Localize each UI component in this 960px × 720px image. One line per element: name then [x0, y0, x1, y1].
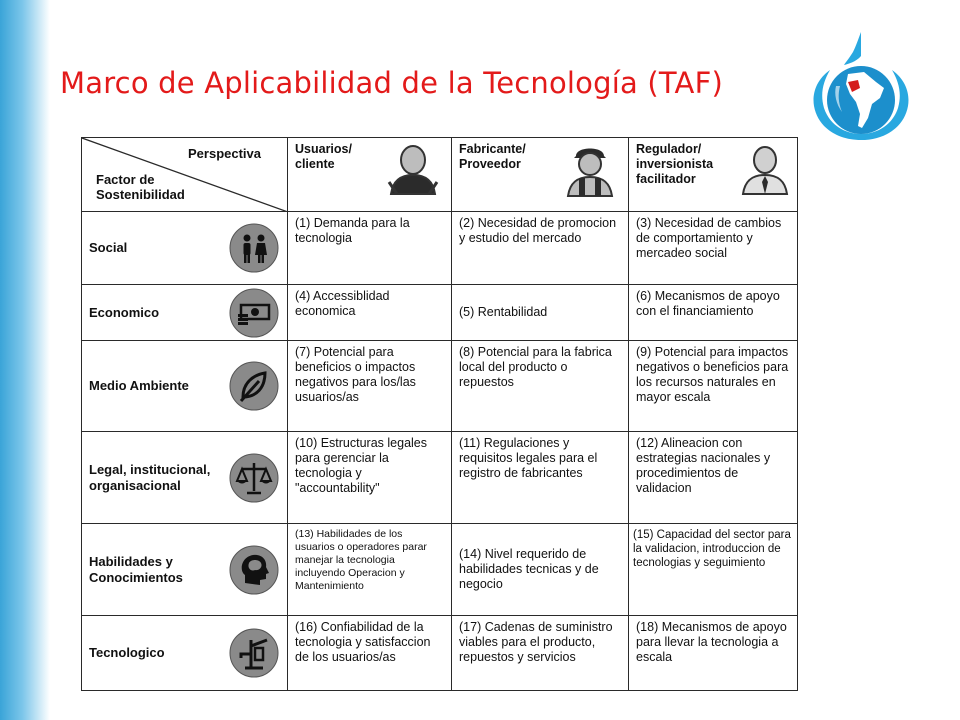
cell-5: (5) Rentabilidad [452, 285, 629, 341]
worker-icon [562, 142, 618, 198]
water-drop-logo-icon [806, 30, 916, 145]
table-row [82, 341, 798, 432]
cell-17: (17) Cadenas de suministro viables para el producto, repuestos y servicios [452, 616, 629, 691]
cell-9: (9) Potencial para impactos negativos o beneficios para los recursos naturales en mayor escala [629, 341, 798, 432]
sustainability-factor-label: Factor de Sostenibilidad [96, 172, 185, 202]
factor-label: Tecnologico [89, 645, 165, 660]
slide-title: Marco de Aplicabilidad de la Tecnología (TAF) [60, 66, 723, 100]
column-header-manufacturer [452, 138, 629, 212]
cell-3: (3) Necesidad de cambios de comportamiento y mercadeo social [629, 212, 798, 285]
column-header-label: Fabricante/ Proveedor [459, 142, 526, 171]
cell-11: (11) Regulaciones y requisitos legales para el registro de fabricantes [452, 432, 629, 524]
factor-legal [82, 432, 288, 524]
column-header-regulator [629, 138, 798, 212]
cell-15: (15) Capacidad del sector para la validacion, introduccion de tecnologias y seguimiento [629, 524, 798, 616]
cell-16: (16) Confiabilidad de la tecnologia y satisfaccion de los usuarios/as [288, 616, 452, 691]
money-icon [229, 288, 279, 338]
column-header-label: Usuarios/ cliente [295, 142, 352, 171]
cell-4: (4) Accessiblidad economica [288, 285, 452, 341]
factor-medio-ambiente [82, 341, 288, 432]
factor-label: Habilidades y Conocimientos [89, 553, 183, 585]
cell-14: (14) Nivel requerido de habilidades tecnicas y de negocio [452, 524, 629, 616]
cell-1: (1) Demanda para la tecnologia [288, 212, 452, 285]
scales-icon [229, 453, 279, 503]
cell-18: (18) Mecanismos de apoyo para llevar la tecnologia a escala [629, 616, 798, 691]
brain-head-icon [229, 545, 279, 595]
factor-habilidades [82, 524, 288, 616]
cell-7: (7) Potencial para beneficios o impactos negativos para los/las usuarios/as [288, 341, 452, 432]
taf-matrix-table [81, 137, 798, 691]
left-accent-bar [0, 0, 50, 720]
table-row [82, 524, 798, 616]
table-row [82, 616, 798, 691]
factor-label: Social [89, 240, 128, 255]
cell-13: (13) Habilidades de los usuarios o operadores parar manejar la tecnologia incluyendo Operacion y Mantenimiento [288, 524, 452, 616]
people-icon [229, 223, 279, 273]
table-header-row [82, 138, 798, 212]
table-row [82, 212, 798, 285]
factor-tecnologico [82, 616, 288, 691]
leaf-icon [229, 361, 279, 411]
factor-social [82, 212, 288, 285]
column-header-users [288, 138, 452, 212]
cell-10: (10) Estructuras legales para gerenciar la tecnologia y "accountability" [288, 432, 452, 524]
factor-label: Economico [89, 304, 160, 320]
cell-6: (6) Mecanismos de apoyo con el financiamiento [629, 285, 798, 341]
column-header-label: Regulador/ inversionista facilitador [636, 142, 714, 186]
perspective-label: Perspectiva [188, 146, 261, 161]
table-row [82, 432, 798, 524]
table-row [82, 285, 798, 341]
factor-economico [82, 285, 288, 341]
official-icon [737, 142, 793, 198]
factor-label: Legal, institucional, organisacional [89, 461, 211, 493]
corner-header-cell [82, 138, 288, 212]
cell-2: (2) Necesidad de promocion y estudio del mercado [452, 212, 629, 285]
cell-8: (8) Potencial para la fabrica local del producto o repuestos [452, 341, 629, 432]
factor-label: Medio Ambiente [89, 378, 189, 393]
cell-12: (12) Alineacion con estrategias nacionales y procedimientos de validacion [629, 432, 798, 524]
pump-icon [229, 628, 279, 678]
user-icon [385, 142, 441, 198]
